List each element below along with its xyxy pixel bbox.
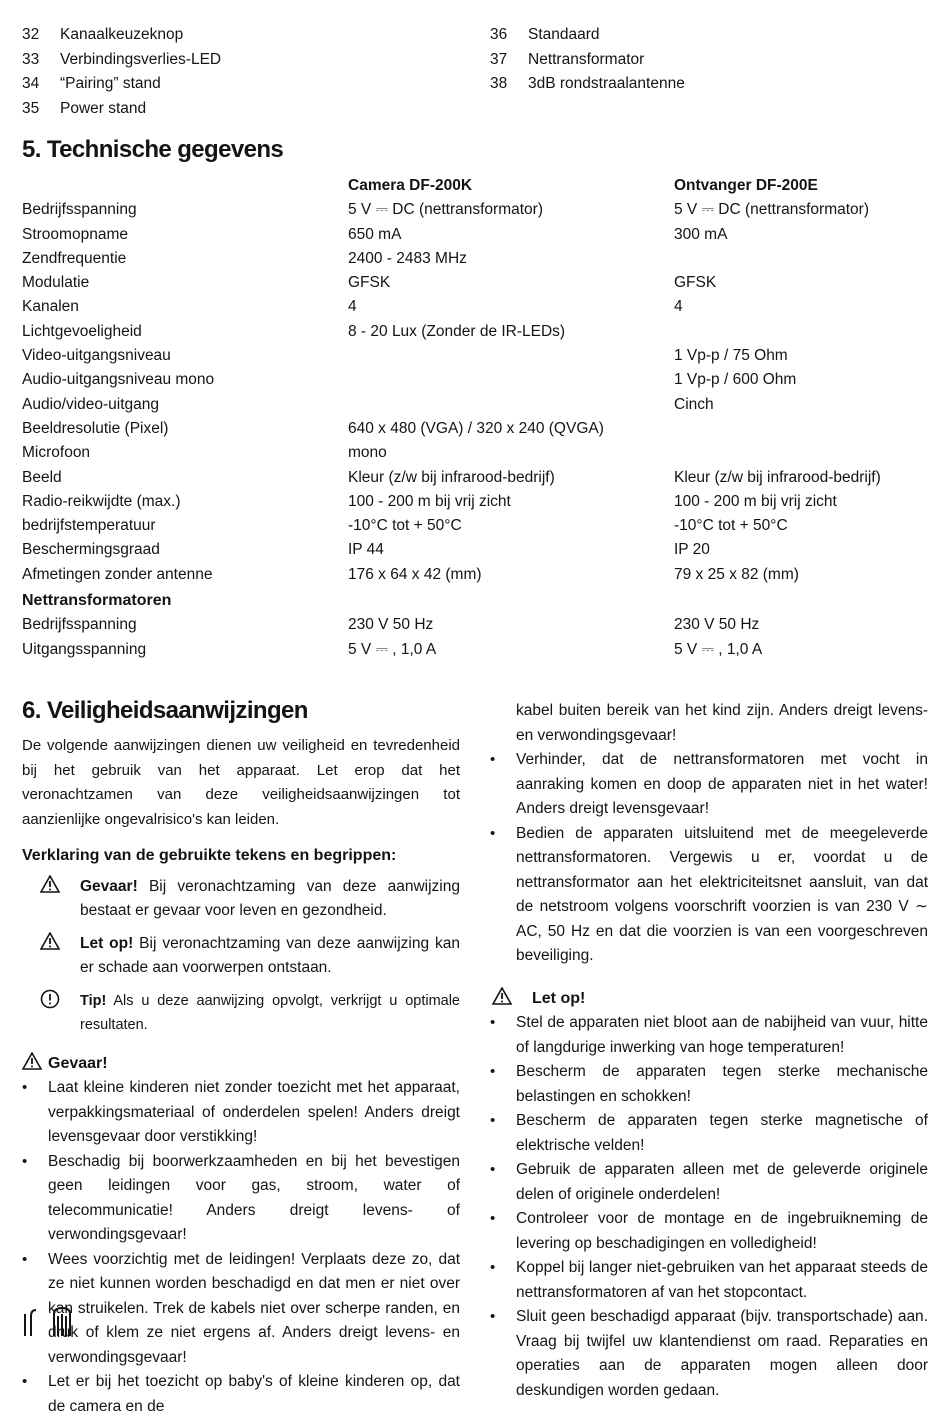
receiver-column-header: Ontvanger DF-200E — [674, 177, 818, 194]
table-row — [22, 368, 942, 392]
list-item — [490, 1207, 928, 1256]
receiver-value: -10°C tot + 50°C — [674, 517, 788, 535]
camera-value — [348, 344, 674, 368]
receiver-value: IP 20 — [674, 541, 710, 559]
camera-value: 5 V ⎓ , 1,0 A — [348, 640, 437, 658]
spec-rows — [22, 198, 942, 587]
item-number: 38 — [490, 75, 508, 92]
receiver-value — [674, 417, 934, 441]
table-row — [22, 223, 942, 247]
list-item-text: Bedien de apparaten uitsluitend met de meegeleverde nettransformatoren. Vergewis u er, voordat u de nettransformator aan het elektriciteitsnet aansluit, van dat de netstroom volgens voorschrift voorzien is van 230 V ∼ AC, 50 Hz en dat die voorzien is van een voorgeschreven beveiliging. — [516, 824, 928, 964]
list-item-text: Let er bij het toezicht op baby's of kleine kinderen op, dat de camera en de — [48, 1373, 460, 1415]
parts-list-right — [490, 23, 685, 97]
danger-title: Gevaar! — [48, 1054, 108, 1072]
legend-bold: Tip! — [80, 992, 107, 1009]
list-item-text: Stel de apparaten niet bloot aan de nabijheid van vuur, hitte of langdurige inwerking van hoge temperaturen! — [516, 1014, 928, 1056]
receiver-value: 1 Vp-p / 75 Ohm — [674, 347, 788, 365]
bullet-icon: • — [490, 751, 496, 768]
camera-value: 100 - 200 m bij vrij zicht — [348, 492, 511, 510]
item-label: Nettransformator — [528, 50, 645, 68]
item-number: 32 — [22, 26, 40, 43]
table-row — [22, 295, 942, 319]
danger-list — [22, 1076, 460, 1419]
list-item-text: Beschadig bij boorwerkzaamheden en bij het bevestigen geen leidingen voor gas, stroom, water of telecommunicatie! Anders dreigt levens- of verwondingsgevaar! — [48, 1152, 460, 1243]
bullet-icon: • — [490, 1259, 496, 1276]
bullet-icon: • — [490, 1210, 496, 1227]
spec-label: Audio/video-uitgang — [22, 395, 160, 413]
bullet-icon: • — [22, 1152, 28, 1170]
list-item — [22, 97, 221, 122]
camera-value: 650 mA — [348, 225, 402, 243]
list-item — [22, 1248, 460, 1371]
bullet-icon: • — [490, 1112, 496, 1129]
spec-header-blank — [22, 174, 348, 198]
table-row — [22, 393, 942, 417]
list-item — [490, 48, 685, 73]
legend-text: Bij veronachtzaming van deze aanwijzing bestaat er gevaar voor leven en gezondheid. — [80, 877, 460, 919]
transformers-heading: Nettransformatoren — [22, 592, 172, 610]
danger-heading — [22, 1052, 460, 1077]
receiver-value: 1 Vp-p / 600 Ohm — [674, 371, 797, 389]
receiver-value — [674, 320, 934, 344]
list-item-text: Sluit geen beschadigd apparaat (bijv. transportschade) aan. Vraag bij twijfel uw klantendienst om raad. Reparaties en operaties aan de apparaten mogen alleen door deskundigen worden gedaan. — [516, 1308, 928, 1399]
receiver-value: 230 V 50 Hz — [674, 616, 760, 634]
bullet-icon: • — [22, 1250, 28, 1268]
camera-value: 230 V 50 Hz — [348, 616, 434, 634]
spec-table-header — [22, 174, 942, 198]
spec-label: Bedrijfsspanning — [22, 616, 137, 634]
caution-list — [490, 1011, 928, 1403]
list-item-text: Controleer voor de montage en de ingebruikneming de levering op beschadigingen en volledigheid! — [516, 1210, 928, 1252]
table-row — [22, 514, 942, 538]
bullet-icon: • — [490, 1063, 496, 1080]
list-item-text: Verhinder, dat de nettransformatoren met vocht in aanraking komen en doop de apparaten niet in het water! Anders dreigt levensgevaar! — [516, 751, 928, 817]
list-item — [490, 1011, 928, 1060]
table-row — [22, 466, 942, 490]
spec-label: Kanalen — [22, 298, 79, 316]
spec-label: Afmetingen zonder antenne — [22, 565, 213, 583]
table-row — [22, 441, 942, 465]
legend-item-caution — [22, 932, 460, 981]
item-label: Verbindingsverlies-LED — [60, 50, 222, 68]
item-label: 3dB rondstraalantenne — [528, 75, 685, 92]
item-label: Power stand — [60, 99, 147, 117]
caution-title: Let op! — [532, 989, 586, 1007]
table-row — [22, 613, 942, 637]
item-label: Kanaalkeuzeknop — [60, 26, 184, 43]
list-item — [490, 72, 685, 97]
table-row — [22, 638, 942, 662]
exclamation-circle-icon — [22, 989, 80, 1038]
camera-value: 5 V ⎓ DC (nettransformator) — [348, 201, 543, 219]
warning-triangle-icon — [22, 1052, 48, 1077]
transformers-title — [22, 589, 942, 613]
legend-text: Bij veronachtzaming van deze aanwijzing kan er schade aan voorwerpen ontstaan. — [80, 934, 460, 976]
bullet-icon: • — [490, 1014, 496, 1031]
camera-value: -10°C tot + 50°C — [348, 517, 462, 535]
list-item-text: Bescherm de apparaten tegen sterke magnetische of elektrische velden! — [516, 1112, 928, 1154]
camera-value: 640 x 480 (VGA) / 320 x 240 (QVGA) — [348, 419, 604, 437]
receiver-value — [674, 441, 934, 465]
list-item — [490, 822, 928, 969]
section-5-title: 5. Technische gegevens — [22, 136, 284, 163]
receiver-value — [674, 247, 934, 271]
list-item — [22, 1150, 460, 1248]
spec-label: Lichtgevoeligheid — [22, 322, 142, 340]
list-item — [22, 1076, 460, 1150]
legend-item-tip — [22, 989, 460, 1038]
table-row — [22, 271, 942, 295]
intro-paragraph: De volgende aanwijzingen dienen uw veiligheid en tevredenheid bij het gebruik van het apparaat. Let erop dat het veronachtzamen van deze veiligheidsaanwijzingen tot aanzienlijke ongevalrisico's kan leiden. — [22, 737, 460, 828]
warning-triangle-icon — [22, 932, 80, 981]
camera-value — [348, 368, 674, 392]
receiver-value: GFSK — [674, 274, 717, 292]
camera-value — [348, 393, 674, 417]
spec-label: Uitgangsspanning — [22, 640, 147, 658]
spec-label: Zendfrequentie — [22, 249, 127, 267]
spec-label: Beschermingsgraad — [22, 541, 160, 559]
table-row — [22, 320, 942, 344]
item-label: Standaard — [528, 26, 600, 43]
right-column — [490, 699, 928, 1403]
continued-paragraph: kabel buiten bereik van het kind zijn. Anders dreigt levens- en verwondingsgevaar! — [516, 702, 928, 744]
list-item — [490, 1158, 928, 1207]
item-number: 37 — [490, 50, 508, 68]
section-6-title: 6. Veiligheidsaanwijzingen — [22, 697, 308, 724]
list-item — [490, 1305, 928, 1403]
table-row — [22, 198, 942, 222]
spec-label: Radio-reikwijdte (max.) — [22, 492, 181, 510]
list-item — [490, 1256, 928, 1305]
camera-value: IP 44 — [348, 541, 384, 559]
table-row — [22, 563, 942, 587]
list-item-text: Gebruik de apparaten alleen met de geleverde originele delen of originele onderdelen! — [516, 1161, 928, 1203]
receiver-value: 5 V ⎓ DC (nettransformator) — [674, 201, 869, 219]
legend-title: Verklaring van de gebruikte tekens en begrippen: — [22, 847, 397, 864]
bullet-icon: • — [490, 1161, 496, 1178]
camera-value: 8 - 20 Lux (Zonder de IR-LEDs) — [348, 322, 566, 340]
spec-label: Video-uitgangsniveau — [22, 347, 171, 365]
item-number: 33 — [22, 50, 40, 68]
language-logo — [22, 1306, 82, 1334]
table-row — [22, 344, 942, 368]
list-item — [22, 48, 221, 73]
caution-heading — [490, 987, 928, 1012]
spec-table — [22, 174, 942, 662]
camera-value: GFSK — [348, 274, 391, 292]
left-column — [22, 734, 460, 1419]
list-item-text: Bescherm de apparaten tegen sterke mechanische belastingen en schokken! — [516, 1063, 928, 1105]
spec-label: bedrijfstemperatuur — [22, 517, 156, 535]
table-row — [22, 247, 942, 271]
camera-value: 4 — [348, 298, 357, 316]
list-item-text: Laat kleine kinderen niet zonder toezicht met het apparaat, verpakkingsmateriaal of onderdelen spelen! Anders dreigt levensgevaar door verstikking! — [48, 1079, 460, 1145]
list-item — [490, 748, 928, 822]
receiver-value: Kleur (z/w bij infrarood-bedrijf) — [674, 468, 881, 486]
bullet-icon: • — [490, 1308, 496, 1325]
list-item — [490, 1109, 928, 1158]
receiver-value: Cinch — [674, 395, 714, 413]
spec-label: Stroomopname — [22, 225, 128, 243]
table-row — [22, 538, 942, 562]
warning-triangle-icon — [22, 875, 80, 924]
list-item — [490, 23, 685, 48]
list-item — [22, 72, 221, 97]
parts-list-left — [22, 23, 221, 121]
list-item — [490, 1060, 928, 1109]
spec-label: Audio-uitgangsniveau mono — [22, 371, 215, 389]
spec-label: Microfoon — [22, 444, 91, 462]
spec-label: Beeld — [22, 468, 62, 486]
legend-bold: Let op! — [80, 934, 134, 952]
item-number: 35 — [22, 99, 40, 117]
warning-triangle-icon — [492, 987, 532, 1012]
receiver-value: 79 x 25 x 82 (mm) — [674, 565, 799, 583]
table-row — [22, 490, 942, 514]
spec-label: Modulatie — [22, 274, 90, 292]
table-row — [22, 417, 942, 441]
list-item-text: Koppel bij langer niet-gebruiken van het apparaat steeds de nettransformatoren af van het stopcontact. — [516, 1259, 928, 1301]
legend-bold: Gevaar! — [80, 877, 138, 895]
list-item — [22, 1370, 460, 1419]
camera-column-header: Camera DF-200K — [348, 177, 473, 194]
transformer-rows — [22, 613, 942, 662]
item-number: 36 — [490, 26, 508, 43]
item-number: 34 — [22, 75, 40, 92]
camera-value: 2400 - 2483 MHz — [348, 249, 467, 267]
receiver-value: 4 — [674, 298, 683, 316]
receiver-value: 100 - 200 m bij vrij zicht — [674, 492, 837, 510]
bullet-icon: • — [22, 1373, 28, 1390]
camera-value: Kleur (z/w bij infrarood-bedrijf) — [348, 468, 555, 486]
camera-value: 176 x 64 x 42 (mm) — [348, 565, 482, 583]
safety-list-top — [490, 748, 928, 969]
receiver-value: 300 mA — [674, 225, 728, 243]
receiver-value: 5 V ⎓ , 1,0 A — [674, 640, 763, 658]
spec-label: Bedrijfsspanning — [22, 201, 137, 219]
spec-label: Beeldresolutie (Pixel) — [22, 419, 169, 437]
list-item-text: Wees voorzichtig met de leidingen! Verplaats deze zo, dat ze niet kunnen worden beschadigd en dat men er niet over kan struikelen. Trek de kabels niet over scherpe randen, en druk of klem ze niet ergens af. Anders dreigt levens- en verwondingsgevaar! — [48, 1250, 460, 1366]
legend-item-danger — [22, 875, 460, 924]
item-label: “Pairing” stand — [60, 75, 161, 92]
list-item — [22, 23, 221, 48]
bullet-icon: • — [22, 1079, 28, 1096]
bullet-icon: • — [490, 824, 496, 842]
camera-value: mono — [348, 444, 387, 462]
legend-text: Als u deze aanwijzing opvolgt, verkrijgt u optimale resultaten. — [80, 992, 460, 1033]
